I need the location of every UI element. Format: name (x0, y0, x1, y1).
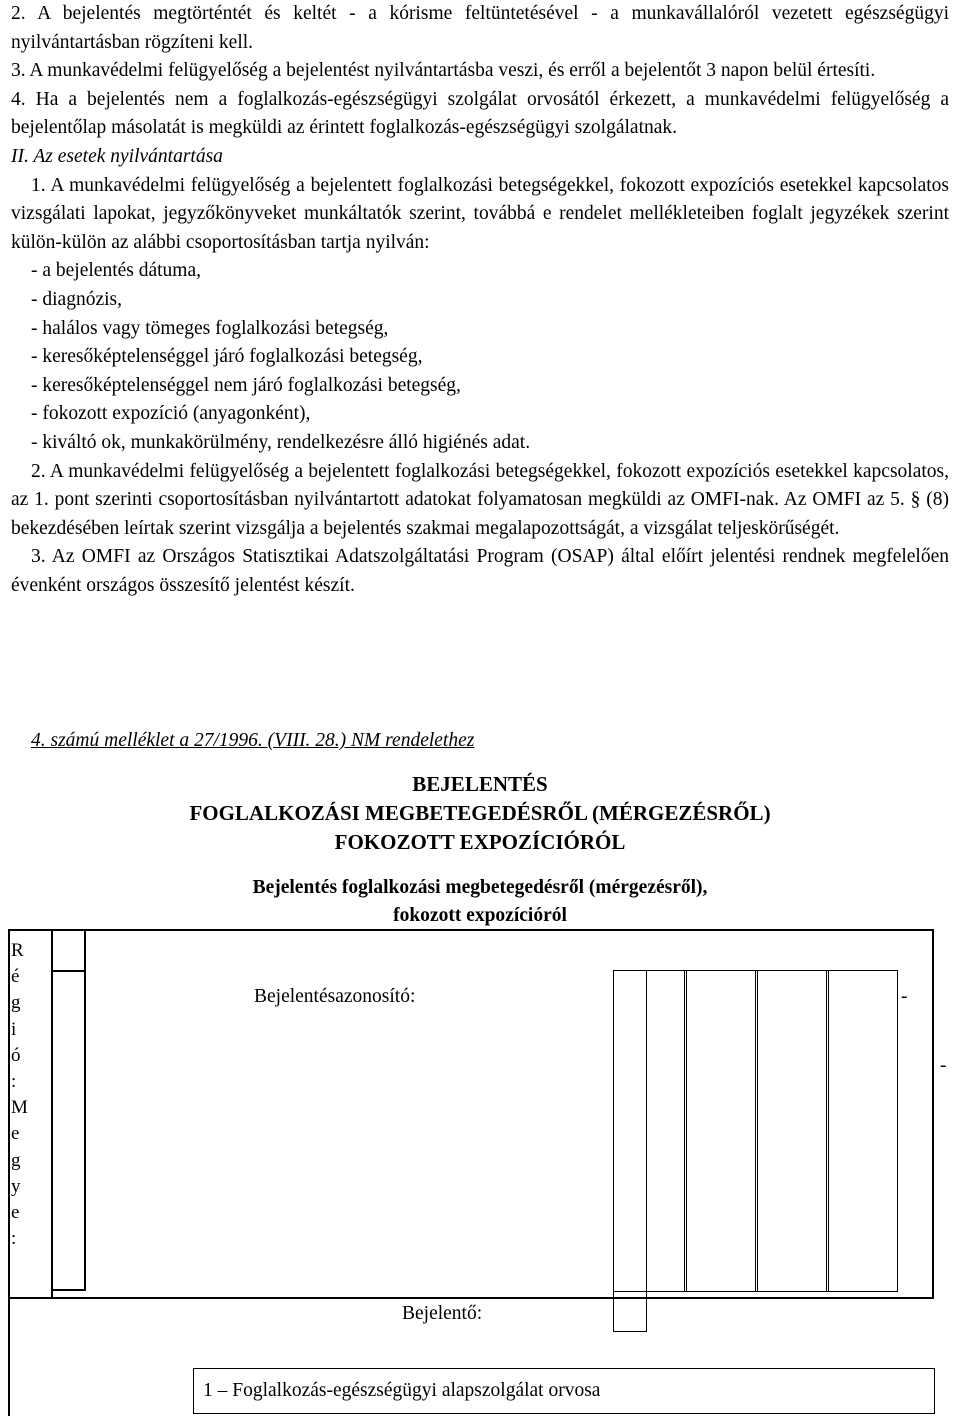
form-lower-left-border (8, 1297, 10, 1416)
form-subtitle-line-2: fokozott expozícióról (393, 905, 567, 926)
reporter-label: Bejelentő: (402, 1303, 483, 1324)
county-column-divider (84, 929, 86, 1290)
vertical-label-char: R (11, 940, 24, 961)
vertical-label-char: ó (11, 1044, 21, 1066)
list-item: - keresőképtelenséggel járó foglalkozási betegség, (31, 346, 423, 368)
list-item: - kiváltó ok, munkakörülmény, rendelkezésre álló higiénés adat. (31, 431, 531, 453)
paragraph-2: 2. A bejelentés megtörténtét és keltét - a kórisme feltüntetésével - a munkavállalóról vezetett egészségügyi nyilvántartásban rögzíteni kell. (11, 3, 949, 53)
vertical-label-char: é (11, 966, 20, 988)
paragraph-3: 3. A munkavédelmi felügyelőség a bejelentést nyilvántartásba veszi, és erről a bejelentőt 3 napon belül értesíti. (11, 60, 876, 82)
list-item: - a bejelentés dátuma, (31, 260, 202, 282)
form-title-line-3: FOKOZOTT EXPOZÍCIÓRÓL (334, 830, 626, 854)
section-paragraph-2: 2. A munkavédelmi felügyelőség a bejelentett foglalkozási betegségekkel, fokozott expozíciós esetekkel kapcsolatos, az 1. pont szerinti csoportosításban nyilvántartott adatokat folyamatosan megküldi az OMFI-nak. Az OMFI az 5. § (8) bekezdésében leírtak szerint vizsgálja a bejelentés szakmai megalapozottságát, a vizsgálat teljeskörűségét. (11, 460, 949, 539)
paragraph-4: 4. Ha a bejelentés nem a foglalkozás-egészségügyi szolgálat orvosától érkezett, a munkavédelmi felügyelőség a bejelentőlap másolatát is megküldi az érintett foglalkozás-egészségügyi szolgálatnak. (11, 88, 949, 139)
vertical-label-char: g (11, 992, 21, 1014)
list-item: - fokozott expozíció (anyagonként), (31, 403, 311, 425)
section-heading: II. Az esetek nyilvántartása (11, 145, 223, 167)
vertical-label-char: M (11, 1097, 28, 1119)
section-paragraph-3: 3. Az OMFI az Országos Statisztikai Adatszolgáltatási Program (OSAP) által előírt jelentési rendnek megfelelően évenként országos összesítő jelentést készít. (11, 546, 949, 596)
form-subtitle-line-1: Bejelentés foglalkozási megbetegedésről (mérgezésről), (252, 877, 708, 898)
id-separator-dash: - (940, 1055, 947, 1076)
section-paragraph-1: 1. A munkavédelmi felügyelőség a bejelentett foglalkozási betegségekkel, fokozott expozíciós esetekkel kapcsolatos vizsgálati lapokat, jegyzőkönyveket munkáltatók szerint, továbbá e rendelet mellékleteiben foglalt jegyzékek szerint külön-külön az alábbi csoportosításban tartja nyilván: (11, 174, 949, 253)
form-left-border (8, 929, 10, 1299)
vertical-label-char: e (11, 1202, 20, 1224)
regulation-text (11, 0, 949, 600)
region-cell-bottom (51, 970, 86, 972)
annex-reference: 4. számú melléklet a 27/1996. (VIII. 28.) NM rendelethez (31, 730, 475, 751)
vertical-label-char: : (11, 1071, 17, 1093)
report-id-box-4[interactable] (755, 970, 829, 1292)
vertical-label-char: g (11, 1149, 21, 1171)
form-inner-bottom (8, 1297, 934, 1299)
region-county-vertical-label (11, 938, 28, 1252)
list-item: - keresőképtelenséggel nem járó foglalkozási betegség, (31, 374, 461, 396)
report-id-box-3[interactable] (684, 970, 758, 1292)
report-id-label: Bejelentésazonosító: (254, 986, 416, 1007)
id-separator-dash: - (901, 986, 908, 1007)
vertical-label-char: y (11, 1175, 21, 1197)
reporter-option-box[interactable] (193, 1368, 935, 1414)
vertical-label-char: : (11, 1228, 17, 1250)
report-id-box-2[interactable] (613, 970, 687, 1292)
list-item: - halálos vagy tömeges foglalkozási betegség, (31, 317, 389, 339)
reporter-option-1: 1 – Foglalkozás-egészségügyi alapszolgálat orvosa (203, 1380, 601, 1401)
vertical-label-char: e (11, 1123, 20, 1145)
report-id-box-5[interactable] (826, 970, 898, 1292)
form-title-line-1: BEJELENTÉS (412, 772, 548, 796)
form-right-border (932, 929, 934, 1299)
form-top-border (8, 929, 934, 931)
form-title-line-2: FOGLALKOZÁSI MEGBETEGEDÉSRŐL (MÉRGEZÉSRŐL) (189, 801, 771, 825)
list-item: - diagnózis, (31, 288, 122, 310)
vertical-label-char: i (11, 1018, 17, 1040)
county-cell-bottom (53, 1289, 86, 1291)
region-column-divider (51, 929, 53, 1299)
